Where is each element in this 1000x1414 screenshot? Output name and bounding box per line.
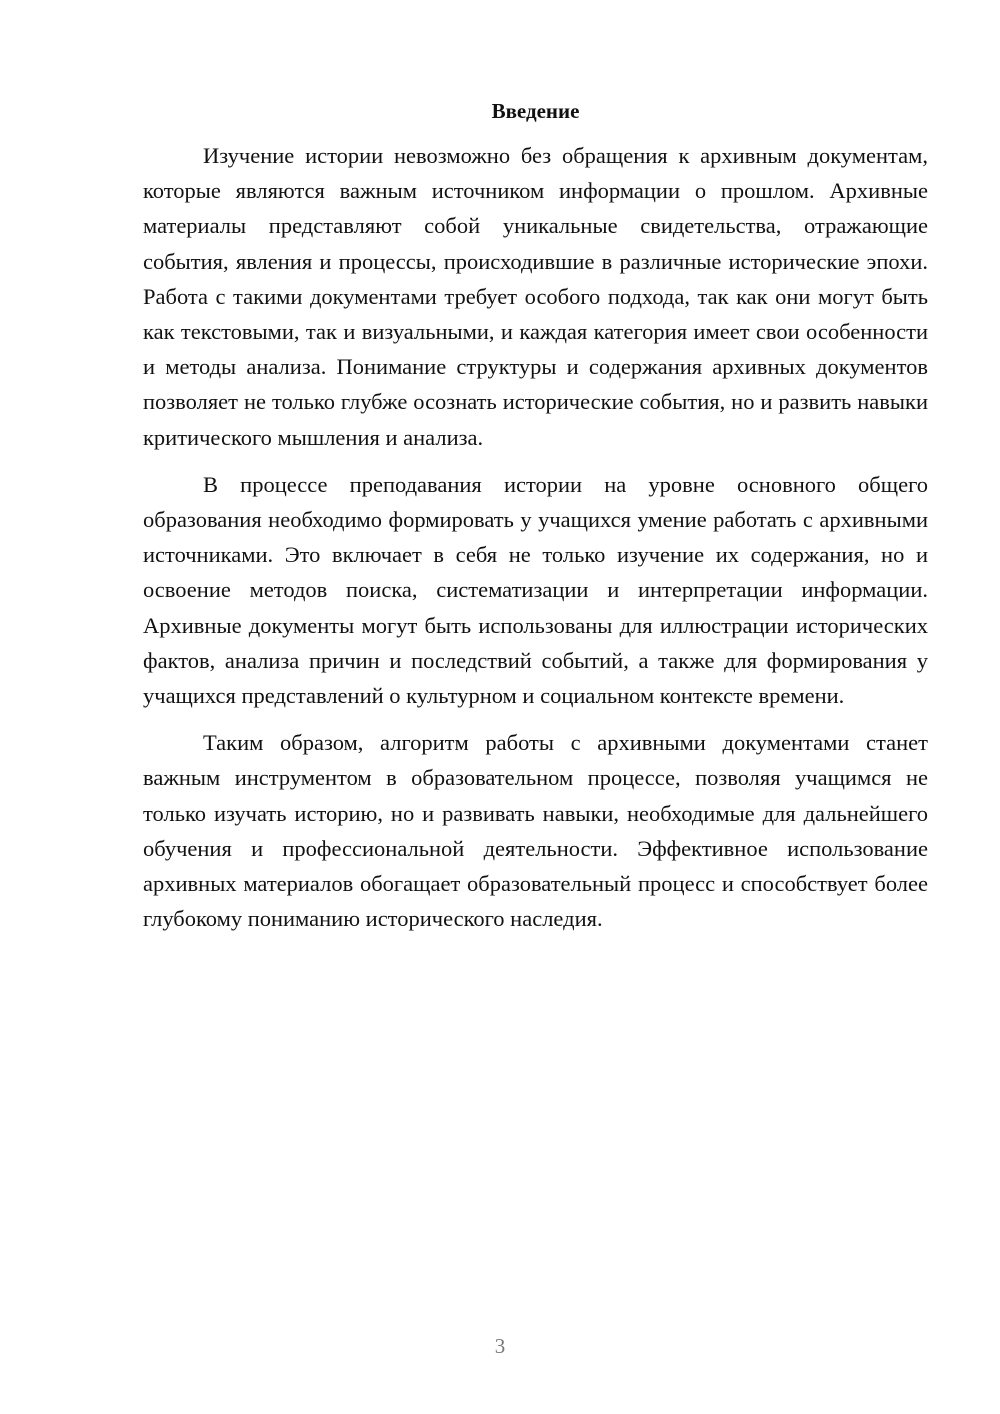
page-number: 3 bbox=[494, 1334, 506, 1358]
paragraph-2: В процессе преподавания истории на уровне основного общего образования необходимо формировать у учащихся умение работать с архивными источниками. Это включает в себя не только изучение их содержания, но и освоение методов поиска, систематизации и интерпретации информации. Архивные документы могут быть использованы для иллюстрации исторических фактов, анализа причин и последствий событий, а также для формирования у учащихся представлений о культурном и социальном контексте времени. bbox=[143, 471, 928, 709]
paragraph-3: Таким образом, алгоритм работы с архивными документами станет важным инструментом в образовательном процессе, позволяя учащимся не только изучать историю, но и развивать навыки, необходимые для дальнейшего обучения и профессиональной деятельности. Эффективное использование архивных материалов обогащает образовательный процесс и способствует более глубокому пониманию исторического наследия. bbox=[143, 730, 928, 932]
paragraph-1: Изучение истории невозможно без обращения к архивным документам, которые являются важным источником информации о прошлом. Архивные материалы представляют собой уникальные свидетельства, отражающие события, явления и процессы, происходившие в различные исторические эпохи. Работа с такими документами требует особого подхода, так как они могут быть как текстовыми, так и визуальными, и каждая категория имеет свои особенности и методы анализа. Понимание структуры и содержания архивных документов позволяет не только глубже осознать исторические события, но и развить навыки критического мышления и анализа. bbox=[143, 143, 928, 450]
page-content bbox=[143, 96, 928, 948]
section-title: Введение bbox=[491, 99, 580, 123]
